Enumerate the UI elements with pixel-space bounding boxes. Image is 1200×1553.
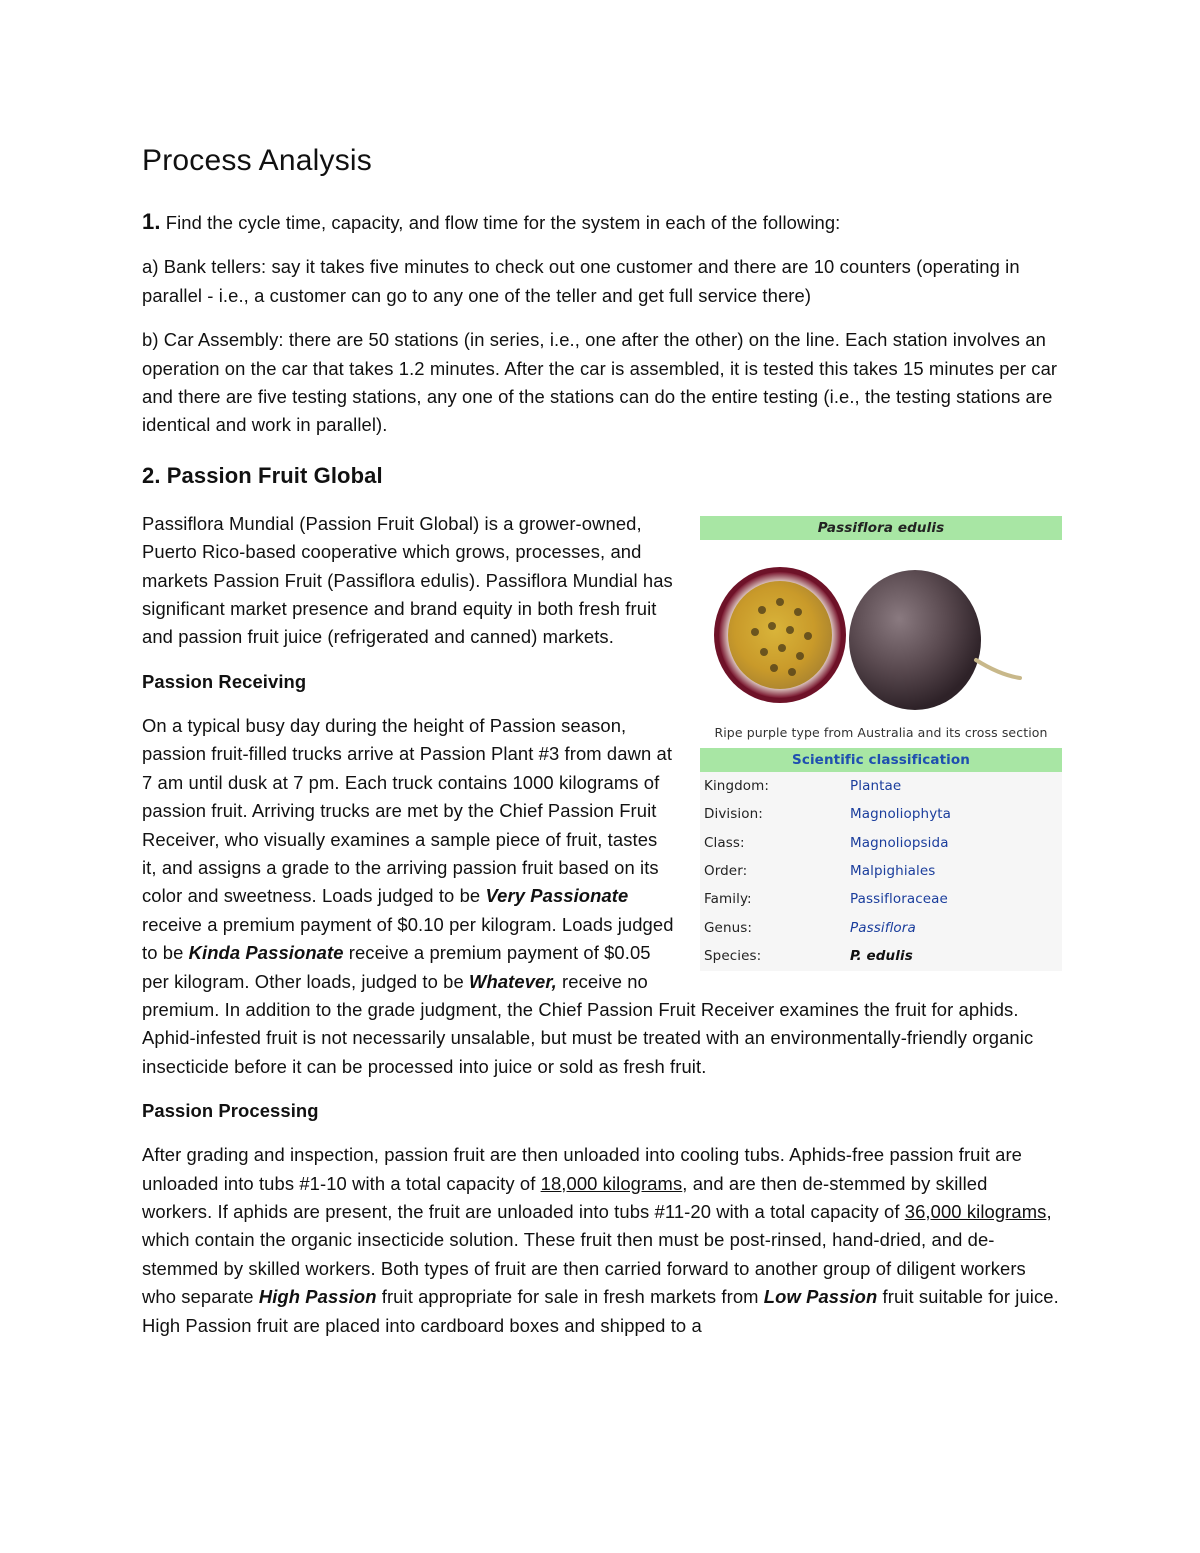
classification-row: Class: Magnoliopsida [700, 829, 1062, 857]
classification-row: Family: Passifloraceae [700, 885, 1062, 913]
classification-row: Division: Magnoliophyta [700, 800, 1062, 828]
intro-paragraph: Passiflora Mundial (Passion Fruit Global) is a grower-owned, Puerto Rico-based cooperative which grows, processes, and markets Passion Fruit (Passiflora edulis). Passiflora Mundial has significant market presence and brand equity in both fresh fruit and passion fruit juice (refrigerated and canned) markets. [142, 512, 673, 648]
receiving-paragraph: On a typical busy day during the height of Passion season, passion fruit-filled trucks arrive at Passion Plant #3 from dawn at 7 am until dusk at 7 pm. Each truck contains 1000 kilograms of passion fruit. Arriving trucks are met by the Chief Passion Fruit Receiver, who visually examines a sample piece of fruit, tastes it, and assigns a grade to the arriving passion fruit based on its color and sweetness. Loads judged to be Very Passionate receive a premium payment of $0.10 per kilogram. Loads judged to be Kinda Passionate receive a premium payment of $0.05 per kilogram. Other loads, judged to be Whatever, receive no premium. In addition to the grade judgment, the Chief Passion Fruit Receiver examines the fruit for aphids. Aphid-infested fruit is not necessarily unsalable, but must be treated with an environmentally-friendly organic insecticide before it can be processed into juice or sold as fresh fruit. [142, 714, 1034, 1077]
passion-fruit-image [700, 540, 1062, 724]
classification-row: Species: P. edulis [700, 942, 1062, 970]
low-passion-label: Low Passion [763, 1286, 878, 1308]
whole-fruit [849, 570, 981, 710]
passion-fruit-illustration [700, 540, 1062, 724]
grade-very-passionate: Very Passionate [485, 885, 629, 907]
classification-row: Genus: Passiflora [700, 914, 1062, 942]
capacity-aphid-free: 18,000 kilograms [540, 1172, 683, 1194]
species-value: P. edulis [850, 948, 913, 965]
classification-link[interactable]: Passiflora [850, 919, 916, 936]
question-1-text: Find the cycle time, capacity, and flow time for the system in each of the following: [165, 212, 841, 233]
question-1a: a) Bank tellers: say it takes five minutes to check out one customer and there are 10 counters (operating in parallel - i.e., a customer can go to any one of the teller and get full service there) [142, 256, 1020, 306]
receiving-heading: Passion Receiving [142, 670, 307, 692]
section-heading-passion-fruit: 2. Passion Fruit Global [142, 462, 383, 488]
high-passion-label: High Passion [258, 1286, 377, 1308]
classification-row: Order: Malpighiales [700, 857, 1062, 885]
capacity-aphid-infested: 36,000 kilograms [904, 1200, 1047, 1222]
grade-kinda-passionate: Kinda Passionate [188, 942, 344, 964]
image-caption: Ripe purple type from Australia and its cross section [714, 724, 1048, 740]
cut-fruit-pulp [728, 581, 832, 689]
classification-heading: Scientific classification [700, 748, 1062, 772]
infobox-title: Passiflora edulis [700, 516, 1062, 540]
fruit-stem [976, 660, 1020, 678]
processing-heading: Passion Processing [142, 1100, 319, 1122]
classification-link[interactable]: Passifloraceae [850, 891, 948, 908]
page-title: Process Analysis [142, 144, 372, 177]
question-1-prompt [142, 208, 1060, 237]
question-1b: b) Car Assembly: there are 50 stations (in series, i.e., one after the other) on the line. Each station involves an operation on the car that takes 1.2 minutes. After the car is assembled, it is tested this takes 15 minutes per car and there are five testing stations, any one of the stations can do the entire testing (i.e., the testing stations are identical and work in parallel). [142, 329, 1058, 436]
classification-link[interactable]: Malpighiales [850, 863, 936, 880]
processing-paragraph: After grading and inspection, passion fruit are then unloaded into cooling tubs. Aphids-free passion fruit are unloaded into tubs #1-10 with a total capacity of 18,000 kilograms, and are then de-stemmed by skilled workers. If aphids are present, the fruit are unloaded into tubs #11-20 with a total capacity of 36,000 kilograms, which contain the organic insecticide solution. These fruit then must be post-rinsed, hand-dried, and de-stemmed by skilled workers. Both types of fruit are then carried forward to another group of diligent workers who separate High Passion fruit appropriate for sale in fresh markets from Low Passion fruit suitable for juice. High Passion fruit are placed into cardboard boxes and shipped to a [142, 1144, 1059, 1336]
passiflora-infobox [700, 516, 1062, 971]
document-body [142, 140, 1060, 1356]
classification-link[interactable]: Magnoliopsida [850, 834, 949, 851]
classification-link[interactable]: Plantae [850, 777, 902, 794]
classification-table [700, 772, 1062, 971]
classification-row: Kingdom: Plantae [700, 772, 1062, 800]
question-1-number: 1. [142, 209, 161, 234]
grade-whatever: Whatever, [469, 970, 557, 992]
classification-link[interactable]: Magnoliophyta [850, 806, 952, 823]
